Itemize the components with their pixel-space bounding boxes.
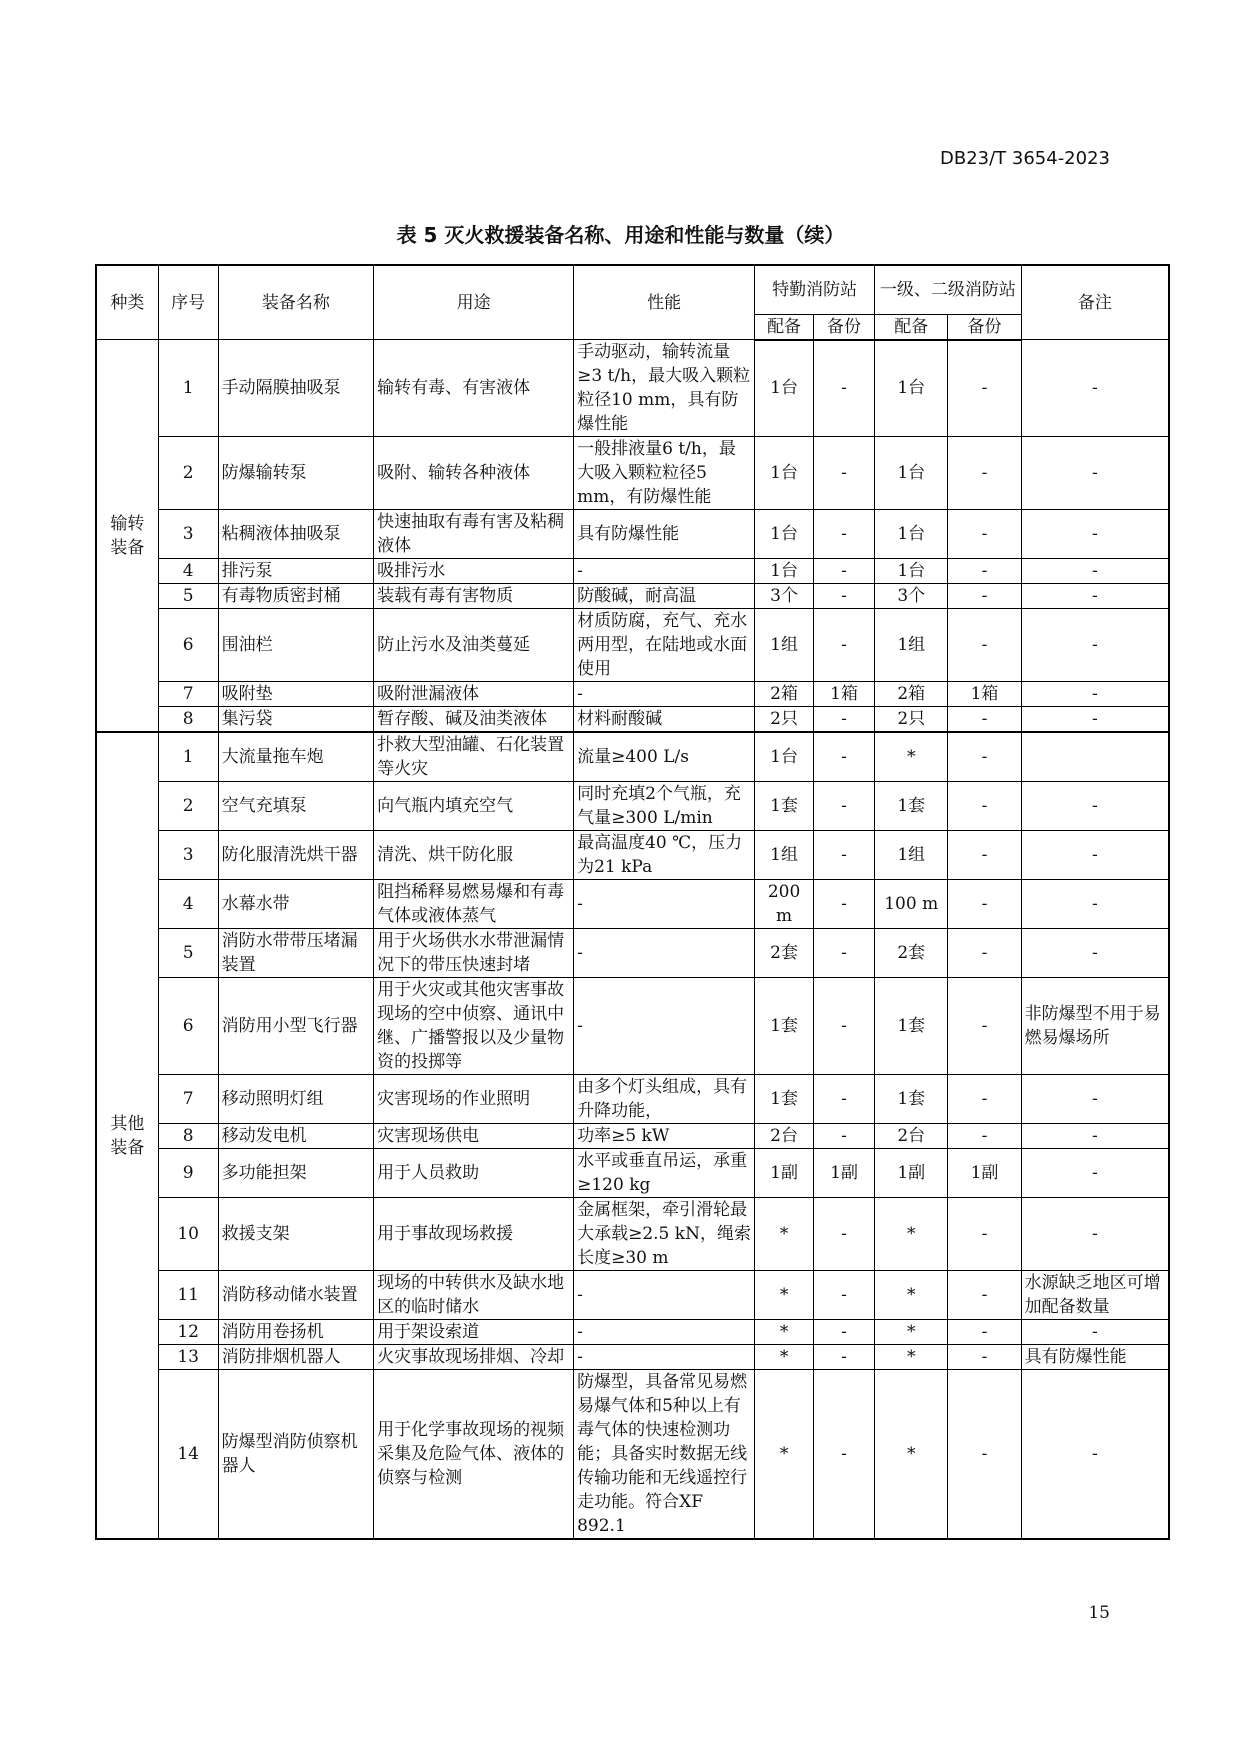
remark-cell: - [1021, 559, 1169, 584]
remark-cell: - [1021, 1075, 1169, 1124]
index-cell: 7 [158, 682, 218, 707]
purpose-cell: 扑救大型油罐、石化装置等火灾 [374, 732, 574, 782]
performance-cell: 材质防腐，充气、充水两用型，在陆地或水面使用 [574, 609, 755, 682]
special-backup-cell: - [814, 609, 875, 682]
purpose-cell: 吸附泄漏液体 [374, 682, 574, 707]
purpose-cell: 用于火场供水水带泄漏情况下的带压快速封堵 [374, 929, 574, 978]
performance-cell: - [574, 1320, 755, 1345]
performance-cell: 由多个灯头组成，具有升降功能， [574, 1075, 755, 1124]
level-backup-cell: - [948, 929, 1021, 978]
performance-cell: - [574, 978, 755, 1075]
remark-cell: - [1021, 1370, 1169, 1540]
special-backup-cell: - [814, 1075, 875, 1124]
special-backup-cell: - [814, 978, 875, 1075]
header-level-backup: 备份 [948, 314, 1021, 340]
special-equip-cell: 1台 [755, 437, 814, 510]
level-equip-cell: * [875, 732, 948, 782]
level-equip-cell: * [875, 1345, 948, 1370]
level-equip-cell: 1套 [875, 782, 948, 831]
purpose-cell: 用于化学事故现场的视频采集及危险气体、液体的侦察与检测 [374, 1370, 574, 1540]
remark-cell: - [1021, 1149, 1169, 1198]
level-backup-cell: 1箱 [948, 682, 1021, 707]
remark-cell: - [1021, 340, 1169, 437]
table-body [96, 340, 1169, 1540]
index-cell: 6 [158, 978, 218, 1075]
name-cell: 空气充填泵 [218, 782, 374, 831]
special-backup-cell: - [814, 1198, 875, 1271]
table-row [96, 1198, 1169, 1271]
name-cell: 移动发电机 [218, 1124, 374, 1149]
performance-cell: 最高温度40 ℃，压力为21 kPa [574, 831, 755, 880]
table-row [96, 707, 1169, 733]
special-equip-cell: 1套 [755, 978, 814, 1075]
performance-cell: 同时充填2个气瓶，充气量≥300 L/min [574, 782, 755, 831]
table-row [96, 609, 1169, 682]
table-row [96, 978, 1169, 1075]
index-cell: 3 [158, 831, 218, 880]
name-cell: 手动隔膜抽吸泵 [218, 340, 374, 437]
purpose-cell: 用于事故现场救援 [374, 1198, 574, 1271]
special-equip-cell: 1套 [755, 782, 814, 831]
name-cell: 移动照明灯组 [218, 1075, 374, 1124]
performance-cell: - [574, 880, 755, 929]
table-row [96, 1345, 1169, 1370]
purpose-cell: 用于架设索道 [374, 1320, 574, 1345]
performance-cell: 水平或垂直吊运，承重≥120 kg [574, 1149, 755, 1198]
performance-cell: 防酸碱，耐高温 [574, 584, 755, 609]
performance-cell: - [574, 929, 755, 978]
purpose-cell: 灾害现场供电 [374, 1124, 574, 1149]
level-equip-cell: 1套 [875, 1075, 948, 1124]
level-backup-cell: - [948, 880, 1021, 929]
level-equip-cell: 1组 [875, 609, 948, 682]
table-row [96, 1149, 1169, 1198]
level-equip-cell: 1组 [875, 831, 948, 880]
special-backup-cell: - [814, 340, 875, 437]
special-backup-cell: - [814, 1370, 875, 1540]
name-cell: 围油栏 [218, 609, 374, 682]
purpose-cell: 暂存酸、碱及油类液体 [374, 707, 574, 733]
category-label: 输转装备 [110, 513, 145, 558]
level-backup-cell: - [948, 584, 1021, 609]
table-title: 表 5 灭火救援装备名称、用途和性能与数量（续） [396, 223, 845, 247]
performance-cell: 具有防爆性能 [574, 510, 755, 559]
performance-cell: 流量≥400 L/s [574, 732, 755, 782]
performance-cell: 一般排液量6 t/h，最大吸入颗粒粒径5 mm，有防爆性能 [574, 437, 755, 510]
purpose-cell: 装载有毒有害物质 [374, 584, 574, 609]
level-backup-cell: - [948, 1124, 1021, 1149]
purpose-cell: 输转有毒、有害液体 [374, 340, 574, 437]
level-equip-cell: 1台 [875, 437, 948, 510]
special-equip-cell: 1副 [755, 1149, 814, 1198]
name-cell: 防爆型消防侦察机器人 [218, 1370, 374, 1540]
special-equip-cell: 1台 [755, 510, 814, 559]
category-cell [96, 732, 158, 1539]
special-equip-cell: * [755, 1271, 814, 1320]
equipment-table [95, 264, 1170, 1540]
index-cell: 13 [158, 1345, 218, 1370]
level-equip-cell: 2台 [875, 1124, 948, 1149]
level-equip-cell: * [875, 1271, 948, 1320]
level-backup-cell: - [948, 437, 1021, 510]
purpose-cell: 用于火灾或其他灾害事故现场的空中侦察、通讯中继、广播警报以及少量物资的投掷等 [374, 978, 574, 1075]
special-equip-cell: * [755, 1320, 814, 1345]
table-row [96, 1271, 1169, 1320]
purpose-cell: 阻挡稀释易燃易爆和有毒气体或液体蒸气 [374, 880, 574, 929]
name-cell: 消防移动储水装置 [218, 1271, 374, 1320]
table-row [96, 682, 1169, 707]
level-backup-cell: - [948, 340, 1021, 437]
purpose-cell: 吸排污水 [374, 559, 574, 584]
level-equip-cell: 2箱 [875, 682, 948, 707]
level-backup-cell: - [948, 559, 1021, 584]
remark-cell: - [1021, 437, 1169, 510]
special-equip-cell: 1台 [755, 732, 814, 782]
index-cell: 10 [158, 1198, 218, 1271]
special-backup-cell: 1箱 [814, 682, 875, 707]
document-code: DB23/T 3654-2023 [939, 148, 1110, 169]
remark-cell: - [1021, 1320, 1169, 1345]
level-equip-cell: 2只 [875, 707, 948, 733]
category-cell [96, 340, 158, 733]
name-cell: 多功能担架 [218, 1149, 374, 1198]
index-cell: 8 [158, 1124, 218, 1149]
name-cell: 消防用卷扬机 [218, 1320, 374, 1345]
purpose-cell: 向气瓶内填充空气 [374, 782, 574, 831]
index-cell: 4 [158, 559, 218, 584]
special-equip-cell: 1组 [755, 831, 814, 880]
purpose-cell: 清洗、烘干防化服 [374, 831, 574, 880]
special-equip-cell: 1组 [755, 609, 814, 682]
name-cell: 消防用小型飞行器 [218, 978, 374, 1075]
level-equip-cell: * [875, 1370, 948, 1540]
remark-cell: - [1021, 682, 1169, 707]
remark-cell: - [1021, 782, 1169, 831]
purpose-cell: 吸附、输转各种液体 [374, 437, 574, 510]
special-equip-cell: 2只 [755, 707, 814, 733]
special-backup-cell: - [814, 1345, 875, 1370]
performance-cell: 材料耐酸碱 [574, 707, 755, 733]
level-backup-cell: - [948, 782, 1021, 831]
level-backup-cell: - [948, 1370, 1021, 1540]
table-row [96, 732, 1169, 782]
special-backup-cell: - [814, 559, 875, 584]
index-cell: 3 [158, 510, 218, 559]
index-cell: 1 [158, 732, 218, 782]
special-backup-cell: - [814, 880, 875, 929]
index-cell: 6 [158, 609, 218, 682]
purpose-cell: 灾害现场的作业照明 [374, 1075, 574, 1124]
remark-cell: - [1021, 707, 1169, 733]
name-cell: 有毒物质密封桶 [218, 584, 374, 609]
remark-cell: - [1021, 1124, 1169, 1149]
level-equip-cell: * [875, 1320, 948, 1345]
special-equip-cell: 2箱 [755, 682, 814, 707]
remark-cell: - [1021, 831, 1169, 880]
header-level-equip: 配备 [875, 314, 948, 340]
special-equip-cell: 200 m [755, 880, 814, 929]
purpose-cell: 防止污水及油类蔓延 [374, 609, 574, 682]
name-cell: 粘稠液体抽吸泵 [218, 510, 374, 559]
header-special-backup: 备份 [814, 314, 875, 340]
table-row [96, 1320, 1169, 1345]
performance-cell: - [574, 1271, 755, 1320]
special-equip-cell: 3个 [755, 584, 814, 609]
purpose-cell: 快速抽取有毒有害及粘稠液体 [374, 510, 574, 559]
table-row [96, 559, 1169, 584]
level-backup-cell: 1副 [948, 1149, 1021, 1198]
level-backup-cell: - [948, 1075, 1021, 1124]
level-equip-cell: 3个 [875, 584, 948, 609]
special-backup-cell: - [814, 782, 875, 831]
level-backup-cell: - [948, 707, 1021, 733]
special-backup-cell: - [814, 732, 875, 782]
level-equip-cell: 2套 [875, 929, 948, 978]
special-backup-cell: - [814, 584, 875, 609]
index-cell: 11 [158, 1271, 218, 1320]
remark-cell: 水源缺乏地区可增加配备数量 [1021, 1271, 1169, 1320]
level-backup-cell: - [948, 831, 1021, 880]
remark-cell: - [1021, 609, 1169, 682]
index-cell: 14 [158, 1370, 218, 1540]
table-row [96, 831, 1169, 880]
special-backup-cell: - [814, 1320, 875, 1345]
name-cell: 吸附垫 [218, 682, 374, 707]
level-backup-cell: - [948, 978, 1021, 1075]
level-backup-cell: - [948, 732, 1021, 782]
header-performance: 性能 [574, 265, 755, 340]
performance-cell: - [574, 682, 755, 707]
performance-cell: - [574, 559, 755, 584]
header-index: 序号 [158, 265, 218, 340]
special-backup-cell: - [814, 831, 875, 880]
special-equip-cell: 1台 [755, 559, 814, 584]
remark-cell: 非防爆型不用于易燃易爆场所 [1021, 978, 1169, 1075]
name-cell: 水幕水带 [218, 880, 374, 929]
header-special-equip: 配备 [755, 314, 814, 340]
special-backup-cell: - [814, 437, 875, 510]
special-backup-cell: - [814, 707, 875, 733]
header-level-station: 一级、二级消防站 [875, 265, 1022, 314]
table-row [96, 437, 1169, 510]
table-row [96, 510, 1169, 559]
level-equip-cell: 1台 [875, 510, 948, 559]
special-equip-cell: 1台 [755, 340, 814, 437]
remark-cell: - [1021, 1198, 1169, 1271]
level-equip-cell: 1副 [875, 1149, 948, 1198]
table-row [96, 880, 1169, 929]
index-cell: 5 [158, 929, 218, 978]
performance-cell: 金属框架，牵引滑轮最大承载≥2.5 kN，绳索长度≥30 m [574, 1198, 755, 1271]
table-row [96, 929, 1169, 978]
index-cell: 2 [158, 437, 218, 510]
index-cell: 1 [158, 340, 218, 437]
level-equip-cell: 100 m [875, 880, 948, 929]
header-purpose: 用途 [374, 265, 574, 340]
level-backup-cell: - [948, 1271, 1021, 1320]
table-row [96, 584, 1169, 609]
level-equip-cell: 1台 [875, 340, 948, 437]
index-cell: 9 [158, 1149, 218, 1198]
index-cell: 8 [158, 707, 218, 733]
level-backup-cell: - [948, 1345, 1021, 1370]
remark-cell: - [1021, 510, 1169, 559]
header-name: 装备名称 [218, 265, 374, 340]
index-cell: 5 [158, 584, 218, 609]
performance-cell: 手动驱动，输转流量≥3 t/h，最大吸入颗粒粒径10 mm，具有防爆性能 [574, 340, 755, 437]
special-equip-cell: 2台 [755, 1124, 814, 1149]
index-cell: 4 [158, 880, 218, 929]
special-equip-cell: * [755, 1370, 814, 1540]
special-equip-cell: * [755, 1345, 814, 1370]
special-equip-cell: 1套 [755, 1075, 814, 1124]
level-backup-cell: - [948, 510, 1021, 559]
name-cell: 排污泵 [218, 559, 374, 584]
page-number: 15 [1088, 1603, 1110, 1623]
index-cell: 2 [158, 782, 218, 831]
performance-cell: - [574, 1345, 755, 1370]
name-cell: 救援支架 [218, 1198, 374, 1271]
table-row [96, 340, 1169, 437]
table-row [96, 1370, 1169, 1540]
category-label: 其他装备 [110, 1113, 145, 1158]
remark-cell: - [1021, 929, 1169, 978]
special-backup-cell: - [814, 510, 875, 559]
level-equip-cell: 1套 [875, 978, 948, 1075]
level-backup-cell: - [948, 1320, 1021, 1345]
performance-cell: 功率≥5 kW [574, 1124, 755, 1149]
name-cell: 消防排烟机器人 [218, 1345, 374, 1370]
performance-cell: 防爆型，具备常见易燃易爆气体和5种以上有毒气体的快速检测功能；具备实时数据无线传输功能和无线遥控行走功能。符合XF 892.1 [574, 1370, 755, 1540]
level-backup-cell: - [948, 609, 1021, 682]
name-cell: 防爆输转泵 [218, 437, 374, 510]
name-cell: 防化服清洗烘干器 [218, 831, 374, 880]
table-row [96, 1124, 1169, 1149]
header-remarks: 备注 [1021, 265, 1169, 340]
level-backup-cell: - [948, 1198, 1021, 1271]
purpose-cell: 现场的中转供水及缺水地区的临时储水 [374, 1271, 574, 1320]
special-equip-cell: 2套 [755, 929, 814, 978]
name-cell: 消防水带带压堵漏装置 [218, 929, 374, 978]
special-backup-cell: - [814, 1271, 875, 1320]
name-cell: 大流量拖车炮 [218, 732, 374, 782]
index-cell: 12 [158, 1320, 218, 1345]
remark-cell: - [1021, 880, 1169, 929]
table-row [96, 782, 1169, 831]
special-equip-cell: * [755, 1198, 814, 1271]
special-backup-cell: 1副 [814, 1149, 875, 1198]
level-equip-cell: 1台 [875, 559, 948, 584]
special-backup-cell: - [814, 1124, 875, 1149]
remark-cell: 具有防爆性能 [1021, 1345, 1169, 1370]
special-backup-cell: - [814, 929, 875, 978]
index-cell: 7 [158, 1075, 218, 1124]
header-special-station: 特勤消防站 [755, 265, 875, 314]
purpose-cell: 用于人员救助 [374, 1149, 574, 1198]
name-cell: 集污袋 [218, 707, 374, 733]
table-row [96, 1075, 1169, 1124]
remark-cell: - [1021, 584, 1169, 609]
remark-cell [1021, 732, 1169, 782]
purpose-cell: 火灾事故现场排烟、冷却 [374, 1345, 574, 1370]
level-equip-cell: * [875, 1198, 948, 1271]
header-category: 种类 [96, 265, 158, 340]
